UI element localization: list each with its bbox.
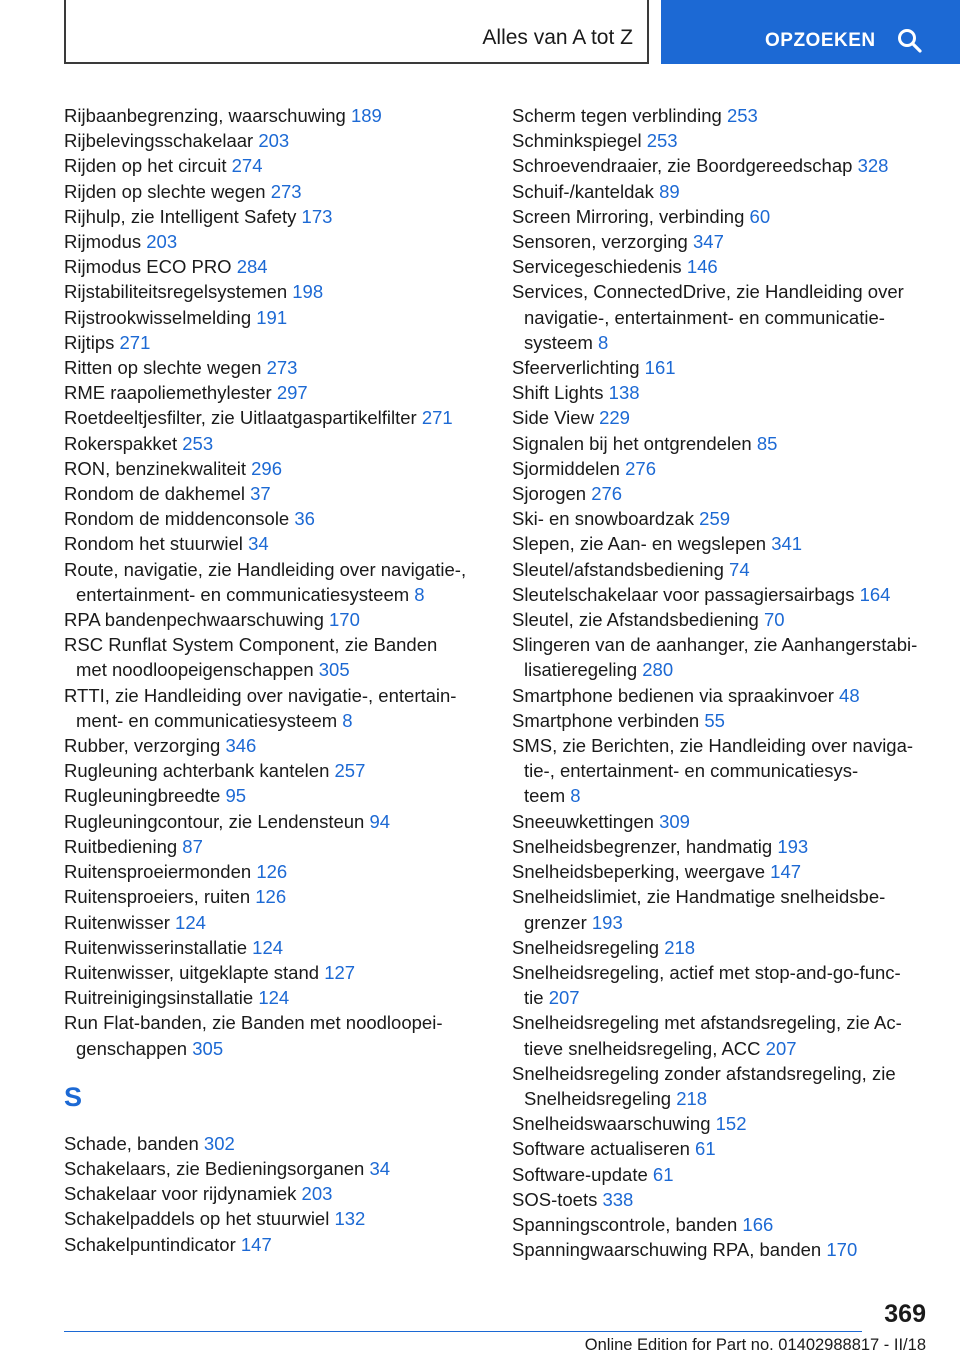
index-entry	[512, 960, 932, 1010]
page-link[interactable]: 259	[699, 508, 731, 530]
page-link[interactable]: 296	[251, 457, 283, 479]
index-entry-term: genschappen	[76, 1037, 188, 1059]
index-entry	[64, 405, 479, 430]
page-link[interactable]: 61	[695, 1138, 716, 1160]
index-entry-term: Smartphone bedienen via spraakinvoer	[512, 684, 834, 706]
page-link[interactable]: 271	[421, 407, 453, 429]
index-entry-term: Slingeren van de aanhanger, zie Aanhangerstabi‐	[512, 634, 918, 656]
page-link[interactable]: 164	[859, 583, 891, 605]
index-entry-term: RON, benzinekwaliteit	[64, 457, 246, 479]
index-entry-term: Schroevendraaier, zie Boordgereedschap	[512, 155, 853, 177]
index-entry	[512, 405, 932, 430]
index-entry	[512, 380, 932, 405]
page-link[interactable]: 152	[715, 1113, 747, 1135]
page-link[interactable]: 147	[240, 1233, 272, 1255]
index-entry-term: grenzer	[524, 911, 587, 933]
page-link[interactable]: 328	[857, 155, 889, 177]
page-link[interactable]: 253	[646, 130, 678, 152]
index-entry	[64, 1010, 479, 1060]
page-link[interactable]: 126	[255, 886, 287, 908]
index-entry	[64, 531, 479, 556]
page-link[interactable]: 34	[369, 1157, 391, 1179]
index-entry-term: Software-update	[512, 1163, 648, 1185]
index-entry-term: ment- en communicatiesysteem	[76, 709, 338, 731]
page-link[interactable]: 257	[334, 760, 366, 782]
index-entry-term: tie	[524, 987, 544, 1009]
index-entry	[64, 733, 479, 758]
index-entry-term: RME raapoliemethylester	[64, 382, 272, 404]
index-entry	[512, 456, 932, 481]
page-link[interactable]: 173	[301, 205, 333, 227]
index-entry-term: Sleutel/afstandsbediening	[512, 558, 724, 580]
index-entry	[512, 1187, 932, 1212]
index-entry	[512, 708, 932, 733]
index-entry-term: Schade, banden	[64, 1132, 199, 1154]
index-entry-term: Snelheidsregeling, actief met stop-and-go-func‐	[512, 961, 901, 983]
index-entry	[512, 103, 932, 128]
page-link[interactable]: 191	[256, 306, 288, 328]
index-entry	[512, 733, 932, 809]
index-entry-term: Rondom de dakhemel	[64, 483, 245, 505]
index-entry-term: Rugleuning achterbank kantelen	[64, 760, 330, 782]
page-link[interactable]: 85	[756, 432, 778, 454]
index-entry	[64, 758, 479, 783]
index-entry	[512, 254, 932, 279]
header-title-box	[64, 0, 649, 64]
page-link[interactable]: 74	[729, 558, 750, 580]
index-entry-term: met noodloopeigenschappen	[76, 659, 314, 681]
index-entry-term: Schakelpaddels op het stuurwiel	[64, 1208, 330, 1230]
index-entry-term: Ruitenwisser, uitgeklapte stand	[64, 961, 320, 983]
index-entry-term: Smartphone verbinden	[512, 709, 700, 731]
index-entry-term: Rijhulp, zie Intelligent Safety	[64, 205, 297, 227]
index-entry-term: RTTI, zie Handleiding over navigatie-, entertain‐	[64, 684, 457, 706]
index-entry-term: Software actualiseren	[512, 1138, 690, 1160]
index-entry	[64, 254, 479, 279]
index-entry	[64, 1181, 479, 1206]
index-entry-term: Route, navigatie, zie Handleiding over navigatie-,	[64, 558, 467, 580]
index-entry	[512, 632, 932, 682]
page-link[interactable]: 34	[248, 533, 269, 555]
index-entry-term: Side View	[512, 407, 594, 429]
index-entry	[64, 1232, 479, 1257]
page-link[interactable]: 8	[570, 785, 581, 807]
index-entry	[512, 531, 932, 556]
index-entry-term: Rijtips	[64, 331, 115, 353]
index-entry-term: Snelheidsbeperking, weergave	[512, 861, 766, 883]
page-link[interactable]: 218	[676, 1087, 708, 1109]
index-entry-term: lisatieregeling	[524, 659, 638, 681]
index-entry	[512, 355, 932, 380]
index-entry-term: Rijbaanbegrenzing, waarschuwing	[64, 105, 346, 126]
index-entry	[64, 456, 479, 481]
index-entry-term: teem	[524, 785, 566, 807]
index-entry-term: RPA bandenpechwaarschuwing	[64, 609, 324, 631]
page-link[interactable]: 127	[324, 961, 356, 983]
page-link[interactable]: 338	[602, 1188, 634, 1210]
index-entry-term: Roetdeeltjesfilter, zie Uitlaatgaspartikelfilter	[64, 407, 417, 429]
page-link[interactable]: 146	[686, 256, 718, 278]
index-entry-term: Screen Mirroring, verbinding	[512, 205, 745, 227]
index-entry	[64, 809, 479, 834]
index-entry	[64, 632, 479, 682]
index-entry-term: Snelheidslimiet, zie Handmatige snelheidsbe‐	[512, 886, 886, 908]
index-entry	[512, 204, 932, 229]
index-entry-term: Rijstabiliteitsregelsystemen	[64, 281, 288, 303]
index-entry	[512, 1061, 932, 1111]
search-button[interactable]	[661, 0, 960, 64]
page-link[interactable]: 170	[329, 609, 360, 631]
index-entry-term: Sensoren, verzorging	[512, 231, 688, 253]
index-entry-term: Sleutelschakelaar voor passagiersairbags	[512, 583, 855, 605]
index-entry	[512, 859, 932, 884]
page-link[interactable]: 347	[693, 231, 724, 253]
page-link[interactable]: 309	[659, 810, 690, 832]
index-entry-term: Rugleuningcontour, zie Lendensteun	[64, 810, 365, 832]
index-entry-term: Schakelaars, zie Bedieningsorganen	[64, 1157, 365, 1179]
index-entry-term: Ski- en snowboardzak	[512, 508, 695, 530]
index-entry	[64, 859, 479, 884]
index-entry-term: Ruitbediening	[64, 835, 178, 857]
index-entry	[64, 1156, 479, 1181]
index-entry-term: Spanningscontrole, banden	[512, 1213, 738, 1235]
index-group-s	[64, 1131, 479, 1257]
index-entry	[512, 809, 932, 834]
index-entry	[512, 506, 932, 531]
page-link[interactable]: 89	[659, 180, 680, 202]
index-entry-term: Snelheidsregeling	[524, 1087, 672, 1109]
page-link[interactable]: 124	[258, 987, 290, 1009]
index-entry	[64, 834, 479, 859]
index-entry-term: Rijstrookwisselmelding	[64, 306, 252, 328]
index-entry-term: Services, ConnectedDrive, zie Handleiding over	[512, 281, 904, 303]
page-link[interactable]: 36	[294, 508, 315, 530]
index-entry	[512, 481, 932, 506]
page-link[interactable]: 61	[652, 1163, 674, 1185]
index-group-r	[64, 103, 479, 1061]
index-entry-term: Rondom de middenconsole	[64, 508, 290, 530]
index-entry-term: Sfeerverlichting	[512, 357, 640, 379]
index-entry	[64, 683, 479, 733]
page-link[interactable]: 95	[225, 785, 247, 807]
index-entry-term: SOS-toets	[512, 1188, 598, 1210]
page-link[interactable]: 60	[749, 205, 771, 227]
index-entry	[64, 910, 479, 935]
index-entry	[64, 1206, 479, 1231]
index-entry	[64, 128, 479, 153]
page-link[interactable]: 271	[119, 331, 151, 353]
page-link[interactable]: 203	[258, 130, 290, 152]
page-link[interactable]: 218	[664, 936, 696, 958]
footer-edition-text: Online Edition for Part no. 01402988817 - II/18	[584, 1336, 926, 1354]
index-entry-term: Snelheidsregeling met afstandsregeling, zie Ac‐	[512, 1012, 902, 1034]
page-link[interactable]: 305	[318, 659, 350, 681]
index-entry	[64, 355, 479, 380]
index-entry	[64, 229, 479, 254]
index-entry-term: Snelheidsregeling	[512, 936, 660, 958]
index-entry-term: SMS, zie Berichten, zie Handleiding over naviga‐	[512, 735, 914, 757]
index-entry	[64, 960, 479, 985]
page-link[interactable]: 37	[250, 483, 271, 505]
index-entry	[64, 179, 479, 204]
index-entry-term: Schminkspiegel	[512, 130, 642, 152]
index-entry-term: Snelheidsregeling zonder afstandsregeling, zie	[512, 1062, 896, 1084]
page-link[interactable]: 124	[175, 911, 206, 933]
page-link[interactable]: 193	[591, 911, 623, 933]
page-link[interactable]: 341	[771, 533, 803, 555]
index-entry-term: Rijden op slechte wegen	[64, 180, 266, 202]
page-link[interactable]: 284	[236, 256, 268, 278]
index-entry-term: Rokerspakket	[64, 432, 178, 454]
index-entry-term: Rubber, verzorging	[64, 735, 221, 757]
index-entry-term: Sneeuwkettingen	[512, 810, 654, 832]
page-link[interactable]: 8	[414, 583, 425, 605]
index-entry-term: Schakelaar voor rijdynamiek	[64, 1183, 297, 1205]
page-link[interactable]: 273	[266, 357, 298, 379]
index-entry-term: tie-, entertainment- en communicatiesys‐	[524, 760, 859, 782]
index-entry	[64, 884, 479, 909]
search-icon	[897, 28, 923, 54]
page-link[interactable]: 253	[182, 432, 214, 454]
index-entry	[512, 128, 932, 153]
page-link[interactable]: 189	[350, 105, 382, 126]
page-link[interactable]: 170	[826, 1239, 858, 1261]
index-entry-term: Shift Lights	[512, 382, 604, 404]
index-entry-term: Ruitenwisser	[64, 911, 170, 933]
page-link[interactable]: 305	[192, 1037, 224, 1059]
index-entry	[512, 1010, 932, 1060]
index-entry	[64, 103, 479, 128]
index-column-left	[64, 103, 479, 1257]
index-entry-term: Schakelpuntindicator	[64, 1233, 236, 1255]
page-link[interactable]: 207	[548, 987, 580, 1009]
index-entry	[512, 1162, 932, 1187]
page-link[interactable]: 276	[591, 483, 623, 505]
index-entry	[64, 380, 479, 405]
index-entry	[512, 935, 932, 960]
page-link[interactable]: 166	[742, 1213, 774, 1235]
index-entry-term: Sleutel, zie Afstandsbediening	[512, 609, 759, 631]
index-entry-term: Ruitreinigingsinstallatie	[64, 987, 254, 1009]
index-entry-term: RSC Runflat System Component, zie Banden	[64, 634, 438, 656]
index-entry	[512, 1212, 932, 1237]
page-link[interactable]: 198	[292, 281, 324, 303]
index-entry-term: Rijmodus	[64, 231, 142, 253]
page-link[interactable]: 48	[839, 684, 860, 706]
page-link[interactable]: 229	[599, 407, 630, 429]
page-link[interactable]: 147	[770, 861, 802, 883]
index-entry	[512, 582, 932, 607]
index-entry-term: Sjormiddelen	[512, 457, 620, 479]
page-link[interactable]: 126	[256, 861, 288, 883]
index-entry	[512, 834, 932, 859]
page-link[interactable]: 55	[704, 709, 725, 731]
index-entry	[64, 783, 479, 808]
index-entry	[64, 431, 479, 456]
index-entry	[64, 305, 479, 330]
index-entry	[64, 153, 479, 178]
index-entry	[64, 557, 479, 607]
index-entry	[64, 506, 479, 531]
page-link[interactable]: 132	[334, 1208, 366, 1230]
page-link[interactable]: 253	[726, 105, 758, 126]
index-entry	[512, 431, 932, 456]
index-entry-term: Run Flat-banden, zie Banden met noodloopei‐	[64, 1012, 443, 1034]
page-link[interactable]: 70	[763, 609, 785, 631]
page-link[interactable]: 276	[625, 457, 656, 479]
page-link[interactable]: 87	[182, 835, 203, 857]
index-entry	[512, 1111, 932, 1136]
page-link[interactable]: 297	[276, 382, 308, 404]
index-entry-term: Ruitensproeiermonden	[64, 861, 252, 883]
index-entry-term: Spanningwaarschuwing RPA, banden	[512, 1239, 822, 1261]
index-entry-term: Rondom het stuurwiel	[64, 533, 243, 555]
index-entry	[64, 204, 479, 229]
index-entry	[512, 1237, 932, 1262]
index-entry-term: Rijbelevingsschakelaar	[64, 130, 254, 152]
index-entry-term: Schuif-/kanteldak	[512, 180, 654, 202]
footer-divider	[64, 1331, 862, 1332]
index-entry-term: tieve snelheidsregeling, ACC	[524, 1037, 761, 1059]
index-entry	[512, 884, 932, 934]
page-link[interactable]: 273	[270, 180, 302, 202]
page-link[interactable]: 94	[369, 810, 391, 832]
index-entry	[512, 683, 932, 708]
page-link[interactable]: 203	[301, 1183, 333, 1205]
index-entry	[64, 1131, 479, 1156]
index-entry-term: Sjorogen	[512, 483, 587, 505]
header-title: Alles van A tot Z	[482, 26, 633, 49]
page-link[interactable]: 138	[608, 382, 640, 404]
page-link[interactable]: 161	[644, 357, 676, 379]
page-link[interactable]: 346	[225, 735, 257, 757]
page-link[interactable]: 124	[252, 936, 284, 958]
index-entry	[512, 607, 932, 632]
page-link[interactable]: 302	[203, 1132, 235, 1154]
index-entry	[64, 607, 479, 632]
index-entry-term: Slepen, zie Aan- en wegslepen	[512, 533, 767, 555]
index-entry	[512, 279, 932, 355]
index-entry	[512, 557, 932, 582]
index-entry-term: Servicegeschiedenis	[512, 256, 682, 278]
index-entry-term: Ruitenwisserinstallatie	[64, 936, 248, 958]
index-entry-term: Snelheidswaarschuwing	[512, 1113, 711, 1135]
index-entry-term: entertainment- en communicatiesysteem	[76, 583, 410, 605]
search-button-label: OPZOEKEN	[765, 30, 876, 51]
index-entry-term: Scherm tegen verblinding	[512, 105, 722, 126]
page-link[interactable]: 8	[342, 709, 353, 731]
index-entry	[64, 935, 479, 960]
page-link[interactable]: 193	[777, 835, 809, 857]
index-entry-term: navigatie-, entertainment- en communicatie‐	[524, 306, 885, 328]
index-entry-term: Rijden op het circuit	[64, 155, 227, 177]
index-entry	[512, 179, 932, 204]
page-number: 369	[884, 1300, 926, 1328]
page-link[interactable]: 280	[642, 659, 674, 681]
index-entry	[512, 1136, 932, 1161]
page-link[interactable]: 203	[146, 231, 178, 253]
index-entry-term: Signalen bij het ontgrendelen	[512, 432, 752, 454]
index-entry-term: Snelheidsbegrenzer, handmatig	[512, 835, 773, 857]
index-column-right	[512, 103, 932, 1262]
index-entry-term: systeem	[524, 331, 593, 353]
index-group-s-continued	[512, 103, 932, 1262]
index-entry-term: Ruitensproeiers, ruiten	[64, 886, 251, 908]
page-link[interactable]: 207	[765, 1037, 797, 1059]
index-entry-term: Rugleuningbreedte	[64, 785, 221, 807]
index-entry-term: Ritten op slechte wegen	[64, 357, 262, 379]
index-entry	[512, 153, 932, 178]
index-entry	[64, 279, 479, 304]
index-entry-term: Rijmodus ECO PRO	[64, 256, 232, 278]
index-entry	[512, 229, 932, 254]
page-link[interactable]: 8	[598, 331, 609, 353]
index-entry	[64, 330, 479, 355]
index-entry	[64, 985, 479, 1010]
page-link[interactable]: 274	[231, 155, 263, 177]
index-entry	[64, 481, 479, 506]
section-letter-s: S	[64, 1081, 83, 1112]
